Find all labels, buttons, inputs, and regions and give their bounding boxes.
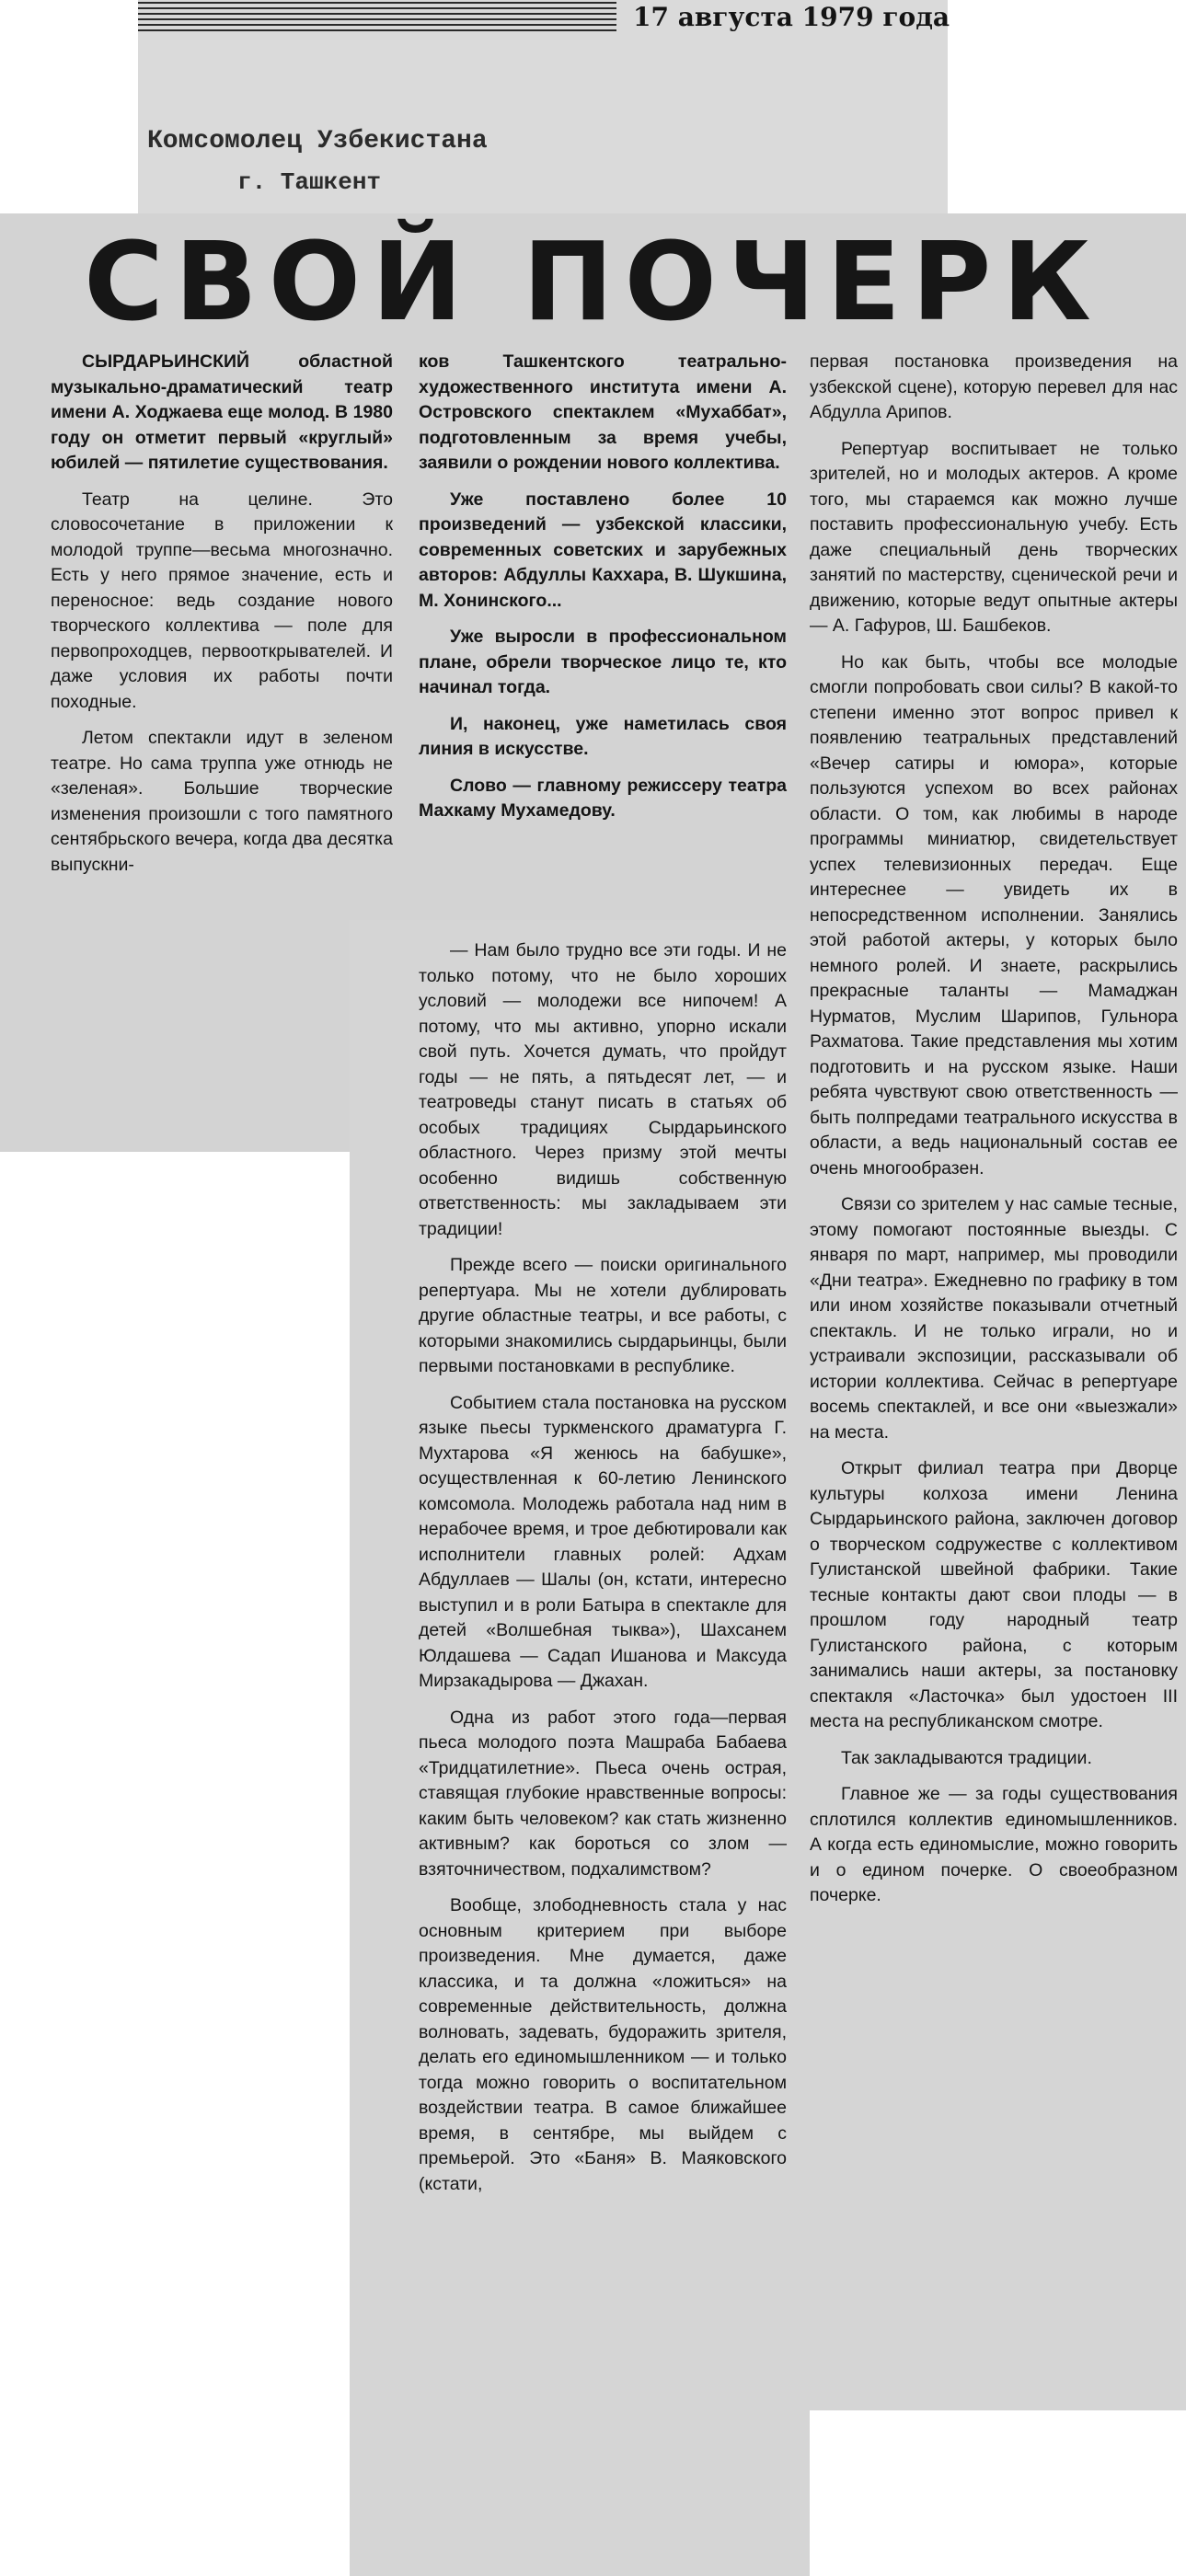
paragraph: И, наконец, уже наметилась своя линия в искусстве. xyxy=(419,713,787,759)
article-column-2-lower xyxy=(419,938,787,2208)
paragraph: Связи со зрителем у нас самые тесные, этому помогают постоянные выезды. С января по март, например, мы проводили «Дни театра». Ежедневно по графику в том или ином хозяйстве показывали отчетный спектакль. И не только играли, но и устраивали экспозиции, рассказывали об истории коллектива. Сейчас в репертуаре восемь спектаклей, и все они «выезжали» на места. xyxy=(810,1194,1178,1443)
paragraph: СЫРДАРЬИНСКИЙ областной музыкально-драматический театр имени А. Ходжаева еще молод. В 1980 году он отметит первый «круглый» юбилей — пятилетие существования. xyxy=(51,351,393,473)
source-city-stamp: г. Ташкент xyxy=(237,168,382,196)
paragraph: Уже выросли в профессиональном плане, обрели творческое лицо те, кто начинал тогда. xyxy=(419,627,787,697)
source-stamp: Комсомолец Узбекистана xyxy=(147,127,488,155)
paragraph: Но как быть, чтобы все молодые смогли попробовать свои силы? В какой-то степени именно этот вопрос привел к появлению театральных представлений «Вечер сатиры и юмора», которые пользуются успехом во всех районах области. О том, как любимы в народе программы миниатюр, свидетельствует успех телевизионных передач. Еще интереснее — увидеть их в непосредственном исполнении. Занялись этой работой актеры, у которых было немного ролей. И знаете, раскрылись прекрасные таланты — Мамаджан Нурматов, Муслим Шарипов, Гульнора Рахматова. Такие представления мы хотим подготовить и на русском языке. Наши ребята чувствуют свою ответственность — быть полпредами театрального искусства в области, а ведь национальный состав ее очень многообразен. xyxy=(810,651,1178,1179)
paragraph: Вообще, злободневность стала у нас основным критерием при выборе произведения. Мне думается, даже классика, и та должна «ложиться» на современные действительность, должна волновать, задевать, будоражить зрителя, делать его единомышленником — и только тогда можно говорить о воспитательном воздействии театра. В самое ближайшее время, в сентябре, мы выйдем с премьерой. Это «Баня» В. Маяковского (кстати, xyxy=(419,1895,787,2194)
paragraph: Прежде всего — поиски оригинального репертуара. Мы не хотели дублировать другие областные театры, и все работы, с которыми знакомились сырдарьинцы, были первыми постановками в республике. xyxy=(419,1255,787,1376)
article-headline: СВОЙ ПОЧЕРК xyxy=(84,218,1102,345)
article-column-2 xyxy=(419,350,787,835)
paragraph: первая постановка произведения на узбекской сцене), которую перевел для нас Абдулла Арипов. xyxy=(810,351,1178,422)
paragraph: Театр на целине. Это словосочетание в приложении к молодой труппе—весьма многозначно. Есть у него прямое значение, есть и переносное: ведь создание нового творческого коллектива — поле для первопроходцев, первооткрывателей. И даже условия их работы почти походные. xyxy=(51,489,393,712)
clipping-bottom-strip xyxy=(350,2282,810,2576)
paragraph: ков Ташкентского театрально-художественного института имени А. Островского спектаклем «Мухаббат», подготовленным за время учебы, заявили о рождении нового коллектива. xyxy=(419,351,787,473)
paragraph: Одна из работ этого года—первая пьеса молодого поэта Машраба Бабаева «Тридцатилетние». Пьеса очень острая, ставящая глубокие нравственные вопросы: каким быть человеком? как стать жизненно активным? как бороться со злом — взяточничеством, подхалимством? xyxy=(419,1707,787,1880)
paragraph: — Нам было трудно все эти годы. И не только потому, что не было хороших условий — молодежи все нипочем! А потому, что мы активно, упорно искали свой путь. Хочется думать, что пройдут годы — не пять, а пятьдесят лет, — и театроведы станут писать в статьях об особых традициях Сырдарьинского областного. Через призму этой мечты особенно видишь собственную ответственность: мы закладываем эти традиции! xyxy=(419,940,787,1239)
paragraph: Событием стала постановка на русском языке пьесы туркменского драматурга Г. Мухтарова «Я женюсь на бабушке», осуществленная к 60-летию Ленинского комсомола. Молодежь работала над ним в нерабочее время, и трое дебютировали как исполнители главных ролей: Адхам Абдуллаев — Шалы (он, кстати, интересно выступил и в роли Батыра в спектакле для детей «Волшебная тыква»), Шахсанем Юлдашева — Садап Ишанова и Максуда Мирзакадырова — Джахан. xyxy=(419,1392,787,1691)
publication-date: 17 августа 1979 года xyxy=(633,2,950,32)
paragraph: Так закладываются традиции. xyxy=(841,1747,1092,1768)
paragraph: Летом спектакли идут в зеленом театре. Но сама труппа уже отнюдь не «зеленая». Большие творческие изменения произошли с того памятного сентябрьского вечера, когда два десятка выпускни- xyxy=(51,728,393,875)
hatched-rule xyxy=(138,0,616,31)
paragraph: Репертуар воспитывает не только зрителей, но и молодых актеров. А кроме того, мы стараемся как можно лучше поставить профессиональную учебу. Есть даже специальный день творческих занятий по мастерству, сценической речи и движению, которые ведут опытные актеры — А. Гафуров, Ш. Башбеков. xyxy=(810,438,1178,636)
article-column-1 xyxy=(51,350,393,889)
paragraph: Главное же — за годы существования сплотился коллектив единомышленников. А когда есть единомыслие, можно говорить и о едином почерке. О своеобразном почерке. xyxy=(810,1784,1178,1905)
paragraph: Уже поставлено более 10 произведений — узбекской классики, современных советских и зарубежных авторов: Абдуллы Каххара, В. Шукшина, М. Хонинского... xyxy=(419,489,787,611)
article-column-3 xyxy=(810,350,1178,1920)
paragraph: Открыт филиал театра при Дворце культуры колхоза имени Ленина Сырдарьинского района, заключен договор о творческом содружестве с коллективом Гулистанской швейной фабрики. Такие тесные контакты дают свои плоды — в прошлом году народный театр Гулистанского района, с которым занимались наши актеры, за постановку спектакля «Ласточка» был удостоен III места на республиканском смотре. xyxy=(810,1458,1178,1731)
paragraph: Слово — главному режиссеру театра Махкаму Мухамедову. xyxy=(419,775,787,821)
